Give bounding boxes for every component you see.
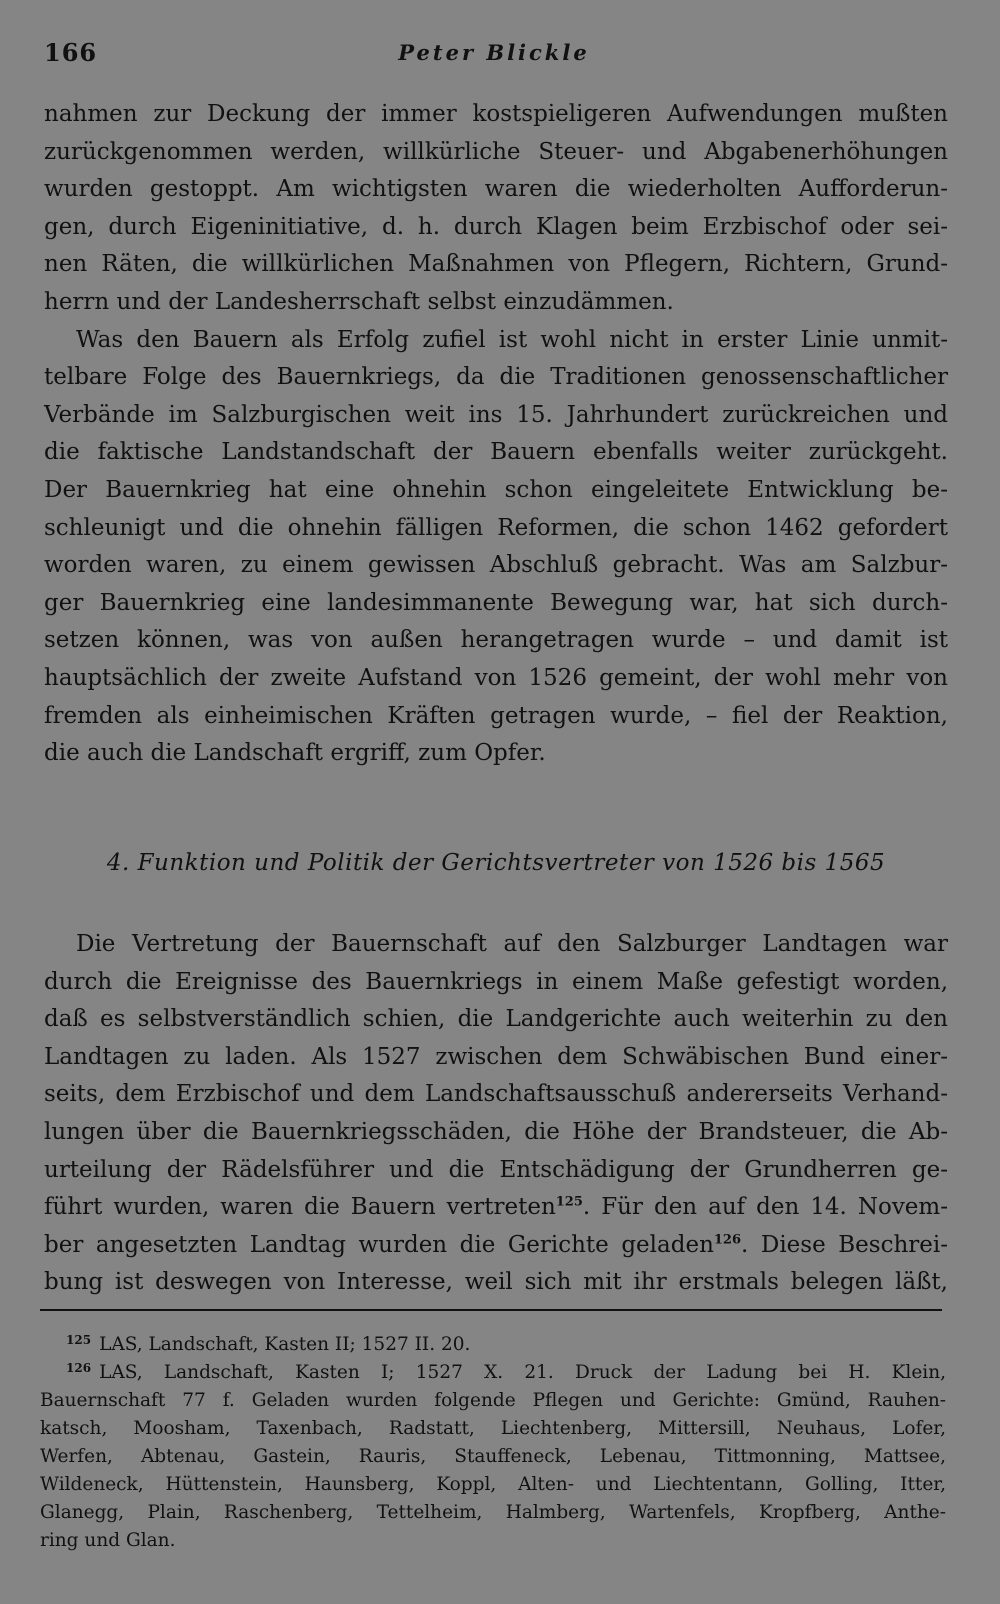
text-fragment: . Für den auf den 14. Novem- [582,1194,949,1221]
text-line: nahmen zur Deckung der immer kostspieligeren Aufwendungen mußten [44,101,948,127]
paragraph-continuation [44,96,948,322]
text-line: fremden als einheimischen Kräften getragen wurde, – fiel der Reaktion, [44,702,948,729]
paragraph-vertretung [44,926,948,1302]
text-line: hauptsächlich der zweite Aufstand von 1526 gemeint, der wohl mehr von [44,664,948,691]
text-line-with-footnote [44,1189,948,1227]
section-heading: 4. Funktion und Politik der Gerichtsvertreter von 1526 bis 1565 [106,850,886,876]
footnote-rule [40,1309,942,1311]
footnote-line: ring und Glan. [40,1530,176,1551]
footnote-text: LAS, Landschaft, Kasten II; 1527 II. 20. [99,1334,471,1355]
footnote-number: 125 [66,1333,92,1347]
text-fragment: ber angesetzten Landtag wurden die Gerichte geladen [44,1231,714,1258]
text-line: daß es selbstverständlich schien, die Landgerichte auch weiterhin zu den [44,1006,948,1033]
text-fragment: . Diese Beschrei- [741,1231,949,1258]
footnote-line: Glanegg, Plain, Raschenberg, Tettelheim, Halmberg, Wartenfels, Kropfberg, Anthe- [40,1502,946,1523]
text-line-with-footnote [44,1227,948,1265]
footnote-line [40,1354,946,1387]
text-line: durch die Ereignisse des Bauernkriegs in einem Maße gefestigt worden, [44,968,948,995]
text-line: die faktische Landstandschaft der Bauern ebenfalls weiter zurückgeht. [44,439,948,466]
text-line: Landtagen zu laden. Als 1527 zwischen dem Schwäbischen Bund einer- [44,1043,948,1070]
text-line: worden waren, zu einem gewissen Abschluß gebracht. Was am Salzbur- [44,552,948,579]
text-line: schleunigt und die ohnehin fälligen Reformen, die schon 1462 gefordert [44,514,948,541]
text-line: wurden gestoppt. Am wichtigsten waren die wiederholten Aufforderun- [44,176,948,203]
text-line: Verbände im Salzburgischen weit ins 15. Jahrhundert zurückreichen und [44,401,948,428]
footnote-ref-126: 126 [713,1232,742,1248]
text-line: ger Bauernkrieg eine landesimmanente Bewegung war, hat sich durch- [44,589,948,616]
text-line: zurückgenommen werden, willkürliche Steuer- und Abgabenerhöhungen [44,138,948,165]
footnote-line: Werfen, Abtenau, Gastein, Rauris, Stauffeneck, Lebenau, Tittmonning, Mattsee, [40,1446,946,1467]
paragraph-bauern-erfolg [44,322,948,773]
text-fragment: führt wurden, waren die Bauern vertreten [44,1194,556,1221]
page-header [44,38,944,72]
text-line: bung ist deswegen von Interesse, weil sich mit ihr erstmals belegen läßt, [44,1269,948,1296]
running-head: Peter Blickle [398,40,590,65]
footnote-number: 126 [66,1361,92,1375]
footnote-line: katsch, Moosham, Taxenbach, Radstatt, Liechtenberg, Mittersill, Neuhaus, Lofer, [40,1418,946,1439]
footnote-line: Wildeneck, Hüttenstein, Haunsberg, Koppl, Alten- und Liechtentann, Golling, Itter, [40,1474,946,1495]
text-line: die auch die Landschaft ergriff, zum Opfer. [44,740,546,767]
text-line: telbare Folge des Bauernkriegs, da die Traditionen genossenschaftlicher [44,364,948,391]
text-line: seits, dem Erzbischof und dem Landschaftsausschuß andererseits Verhand- [44,1081,948,1108]
text-line: gen, durch Eigeninitiative, d. h. durch Klagen beim Erzbischof oder sei- [44,213,948,240]
text-line: Der Bauernkrieg hat eine ohnehin schon eingeleitete Entwicklung be- [44,476,948,503]
text-line: herrn und der Landesherrschaft selbst einzudämmen. [44,288,674,315]
text-line: Was den Bauern als Erfolg zufiel ist wohl nicht in erster Linie unmit- [76,326,948,353]
footnote-ref-125: 125 [555,1194,583,1210]
page-number: 166 [44,38,98,67]
footnote-text: LAS, Landschaft, Kasten I; 1527 X. 21. Druck der Ladung bei H. Klein, [99,1362,946,1383]
text-line: nen Räten, die willkürlichen Maßnahmen von Pflegern, Richtern, Grund- [44,251,948,278]
text-line: setzen können, was von außen herangetragen wurde – und damit ist [44,627,948,654]
text-line: Die Vertretung der Bauernschaft auf den Salzburger Landtagen war [76,931,948,957]
text-line: lungen über die Bauernkriegsschäden, die Höhe der Brandsteuer, die Ab- [44,1118,948,1145]
footnote-line: Bauernschaft 77 f. Geladen wurden folgende Pflegen und Gerichte: Gmünd, Rauhen- [40,1390,946,1411]
text-line: urteilung der Rädelsführer und die Entschädigung der Grundherren ge- [44,1156,948,1183]
footnote-126 [40,1354,946,1555]
